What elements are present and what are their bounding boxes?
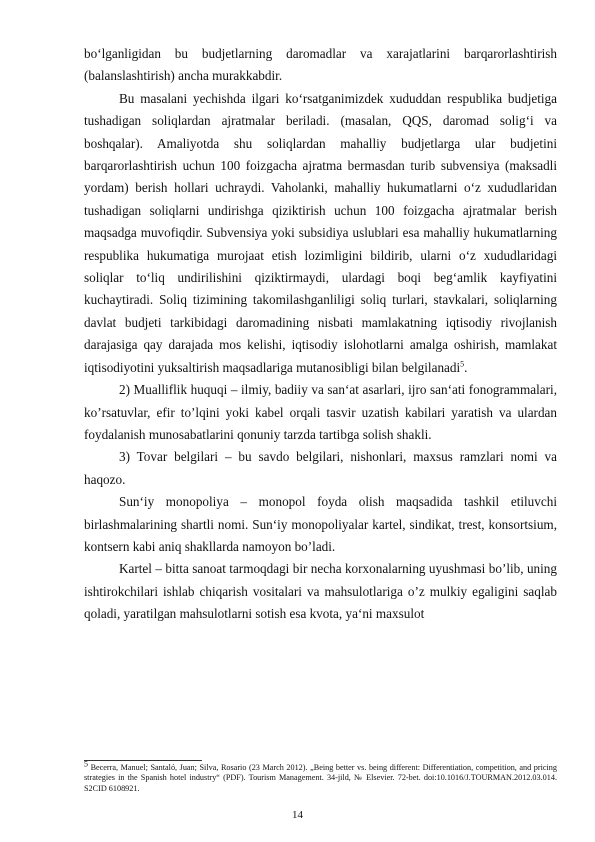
paragraph-taxes-end: . xyxy=(464,359,468,375)
footnote-text: Becerra, Manuel; Santaló, Juan; Silva, Rosario (23 March 2012). „Being better vs. being different: Differentiation, competition, and pricing strategies in the Spanish hotel industry“ (PDF). Tourism Management. 34-jild, № Elsevier. 72-bet. doi:10.1016/J.TOURMAN.2012.03.014. S2CID 6108921. xyxy=(84,763,557,793)
paragraph-cartel: Kartel – bitta sanoat tarmoqdagi bir necha korxonalarning uyushmasi bo’lib, uning ishtirokchilari ishlab chiqarish vositalari va mahsulotlariga o’z mulkiy egaligini saqlab qoladi, yaratilgan mahsulotlarni sotish esa kvota, ya‘ni maxsulot xyxy=(84,561,557,622)
footnote-separator xyxy=(84,760,202,761)
footnote xyxy=(84,759,557,794)
footnote-reference[interactable]: 5 xyxy=(460,359,465,369)
paragraph-artificial-monopoly: Sun‘iy monopoliya – monopol foyda olish maqsadida tashkil etiluvchi birlashmalarining shartli nomi. Sun‘iy monopoliyalar kartel, sindikat, trest, konsortsium, kontsern kabi aniq shakllarda namoyon bo’ladi. xyxy=(84,494,557,554)
document-body xyxy=(84,43,557,626)
paragraph-taxes-text: Bu masalani yechishda ilgari ko‘rsatganimizdek xududdan respublika budjetiga tushadigan soliqlardan ajratmalar beriladi. (masalan, QQS, daromad solig‘i va boshqalar). Amaliyotda shu soliqlardan mahalliy budjetlarga ular budjetini barqarorlashtirish uchun 100 foizgacha ajratma bermasdan turib subvensiya (maksadli yordam) berish hollari uchraydi. Vaholanki, mahalliy hukumatlarni o‘z xududlaridan tushadigan soliqlarni undirishga qiziktirish uchun 100 foizgacha ajratmalar berish maqsadga muvofiqdir. Subvensiya yoki subsidiya uslublari esa mahalliy hukumatlarning respublika hukumatiga murojaat etish lozimligini bildirib, ularni o‘z xududlaridagi soliqlar to‘liq undirilishini qiziktirmaydi, ulardagi boqi beg‘amlik kayfiyatini kuchaytiradi. Soliq tizimining takomilashganliligi soliq turlari, stavkalari, soliqlarning davlat budjeti tarkibidagi daromadining nisbati mamlakatning iqtisodiy rivojlanish darajasiga qay darajada mos kelishi, iqtisodiy islohotlarni amalga oshirish, mamlakat iqtisodiyotini yuksaltirish maqsadlariga mutanosibligi bilan belgilanadi xyxy=(84,90,557,375)
paragraph-taxes xyxy=(84,88,557,379)
footnote-mark: 5 xyxy=(84,759,88,769)
page-number: 14 xyxy=(292,809,303,821)
paragraph-copyright: 2) Mualliflik huquqi – ilmiy, badiiy va san‘at asarlari, ijro san‘ati fonogrammalari, ko’rsatuvlar, efir to’lqini yoki kabel orqali tasvir uzatish kabilari yaratish va ulardan foydalanish munosabatlarini qonuniy tarzda tartibga solish shakli. xyxy=(84,382,557,442)
paragraph-continuation: bo‘lganligidan bu budjetlarning daromadlar va xarajatlarini barqarorlashtirish (balanslashtirish) ancha murakkabdir. xyxy=(84,46,557,84)
paragraph-trademarks: 3) Tovar belgilari – bu savdo belgilari, nishonlari, maxsus ramzlari nomi va haqozo. xyxy=(84,449,557,487)
